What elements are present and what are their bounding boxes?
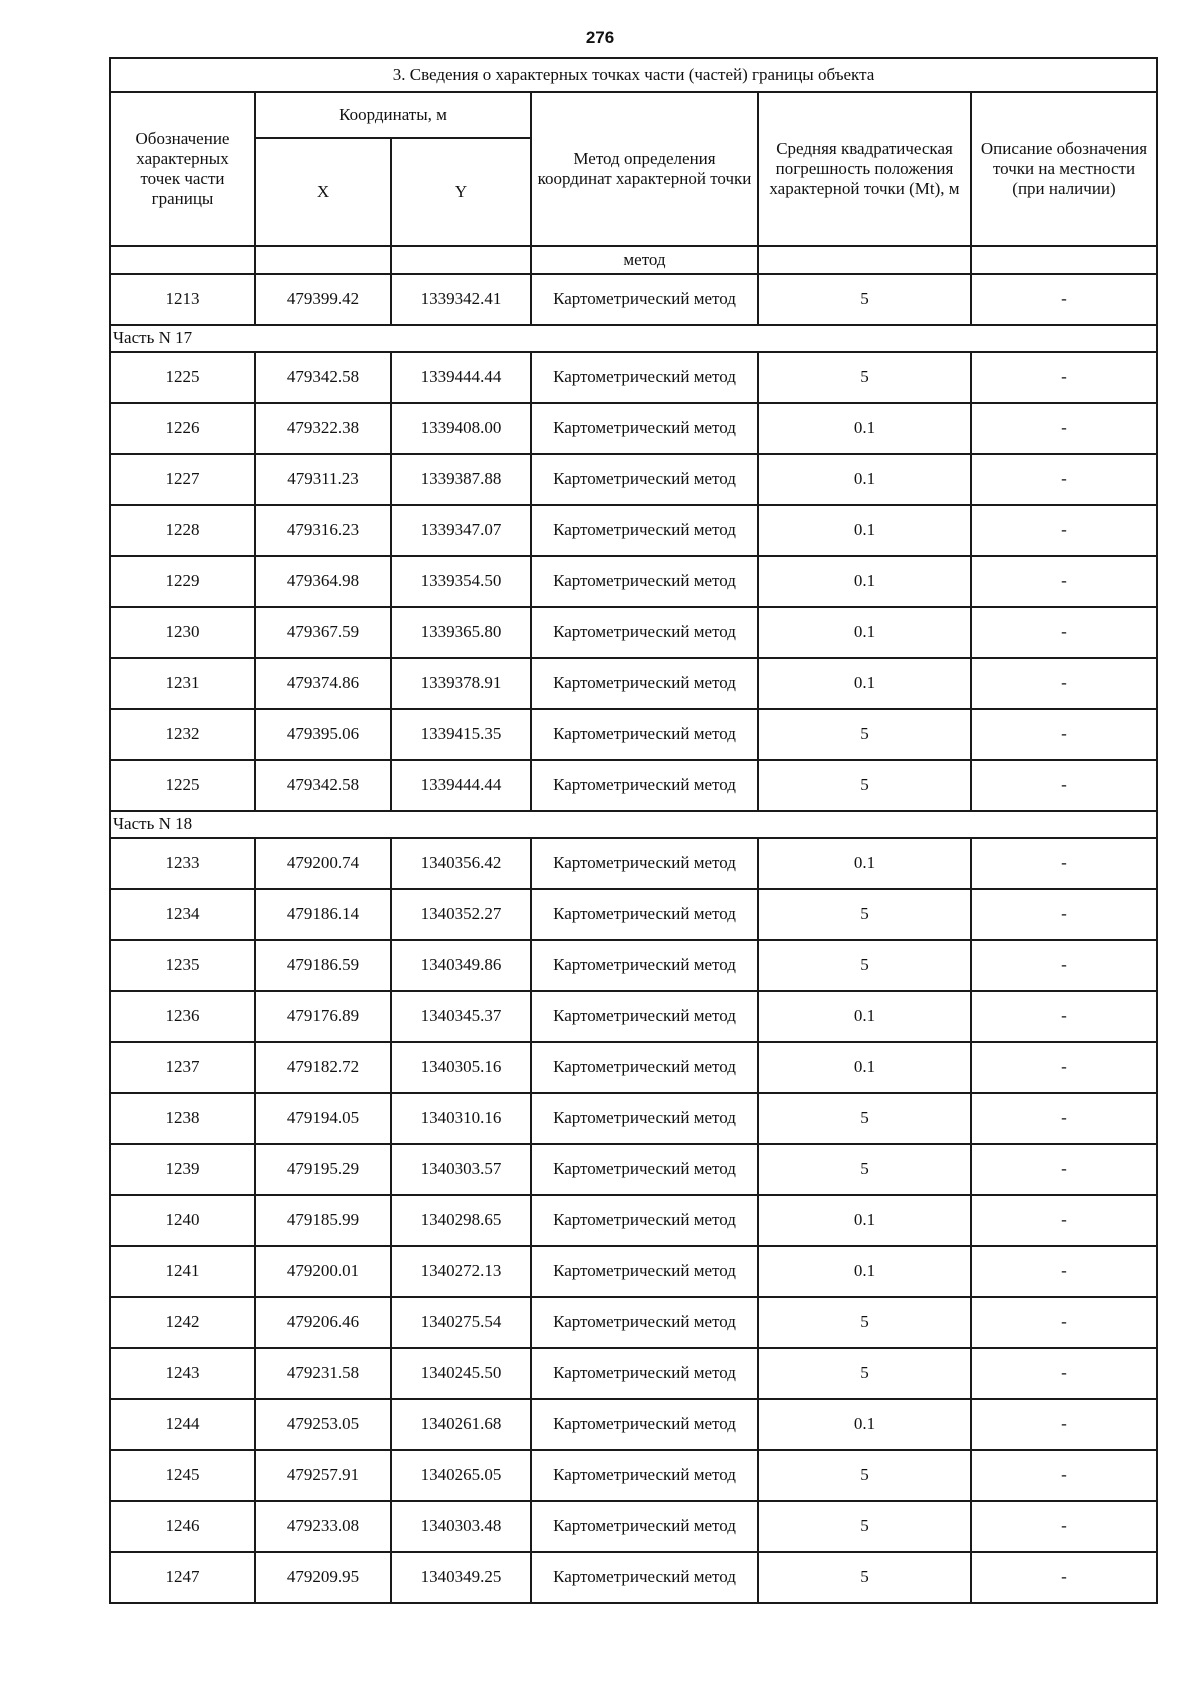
y-cell: 1340275.54 [391, 1297, 531, 1348]
description-cell: - [971, 838, 1157, 889]
table-cell [758, 246, 971, 274]
accuracy-cell: 5 [758, 1348, 971, 1399]
method-cell: Картометрический метод [531, 1297, 758, 1348]
point-cell: 1229 [110, 556, 255, 607]
point-cell: 1245 [110, 1450, 255, 1501]
table-row [110, 709, 1157, 760]
header-method: Метод определения координат характерной точки [531, 92, 758, 246]
point-cell: 1236 [110, 991, 255, 1042]
accuracy-cell: 0.1 [758, 403, 971, 454]
accuracy-cell: 5 [758, 1450, 971, 1501]
table-row [110, 1144, 1157, 1195]
method-cell: Картометрический метод [531, 556, 758, 607]
y-cell: 1339444.44 [391, 352, 531, 403]
point-cell: 1247 [110, 1552, 255, 1603]
point-cell: 1213 [110, 274, 255, 325]
accuracy-cell: 5 [758, 1144, 971, 1195]
table-cell [391, 246, 531, 274]
table-row [110, 556, 1157, 607]
header-accuracy: Средняя квадратическая погрешность положения характерной точки (Mt), м [758, 92, 971, 246]
y-cell: 1340265.05 [391, 1450, 531, 1501]
accuracy-cell: 0.1 [758, 1399, 971, 1450]
description-cell: - [971, 1450, 1157, 1501]
header-description: Описание обозначения точки на местности (при наличии) [971, 92, 1157, 246]
method-cell: Картометрический метод [531, 1246, 758, 1297]
table-cell [110, 246, 255, 274]
y-cell: 1340349.86 [391, 940, 531, 991]
x-cell: 479257.91 [255, 1450, 391, 1501]
point-cell: 1246 [110, 1501, 255, 1552]
method-cell: Картометрический метод [531, 607, 758, 658]
description-cell: - [971, 940, 1157, 991]
header-y: Y [391, 138, 531, 246]
method-cell: Картометрический метод [531, 403, 758, 454]
table-row [110, 607, 1157, 658]
description-cell: - [971, 1042, 1157, 1093]
accuracy-cell: 5 [758, 1297, 971, 1348]
description-cell: - [971, 658, 1157, 709]
method-cell: Картометрический метод [531, 1144, 758, 1195]
method-cell: Картометрический метод [531, 454, 758, 505]
table-row [110, 352, 1157, 403]
table-caption: 3. Сведения о характерных точках части (частей) границы объекта [110, 58, 1157, 92]
method-cell: Картометрический метод [531, 1042, 758, 1093]
part-title-row [110, 325, 1157, 352]
accuracy-cell: 5 [758, 760, 971, 811]
description-cell: - [971, 505, 1157, 556]
table-row [110, 1450, 1157, 1501]
description-cell: - [971, 607, 1157, 658]
point-cell: 1225 [110, 760, 255, 811]
description-cell: - [971, 1195, 1157, 1246]
point-cell: 1241 [110, 1246, 255, 1297]
y-cell: 1340356.42 [391, 838, 531, 889]
x-cell: 479231.58 [255, 1348, 391, 1399]
x-cell: 479200.01 [255, 1246, 391, 1297]
x-cell: 479322.38 [255, 403, 391, 454]
table-row [110, 454, 1157, 505]
method-cell: Картометрический метод [531, 1552, 758, 1603]
x-cell: 479186.14 [255, 889, 391, 940]
description-cell: - [971, 709, 1157, 760]
description-cell: - [971, 556, 1157, 607]
method-cell: Картометрический метод [531, 274, 758, 325]
x-cell: 479206.46 [255, 1297, 391, 1348]
point-cell: 1237 [110, 1042, 255, 1093]
point-cell: 1243 [110, 1348, 255, 1399]
method-cell: Картометрический метод [531, 1450, 758, 1501]
accuracy-cell: 5 [758, 1093, 971, 1144]
accuracy-cell: 5 [758, 889, 971, 940]
method-cell: Картометрический метод [531, 838, 758, 889]
y-cell: 1339342.41 [391, 274, 531, 325]
method-cell: Картометрический метод [531, 1399, 758, 1450]
method-cell: Картометрический метод [531, 940, 758, 991]
accuracy-cell: 5 [758, 274, 971, 325]
table-row [110, 991, 1157, 1042]
accuracy-cell: 0.1 [758, 658, 971, 709]
x-cell: 479233.08 [255, 1501, 391, 1552]
y-cell: 1339387.88 [391, 454, 531, 505]
point-cell: 1234 [110, 889, 255, 940]
table-row [110, 1246, 1157, 1297]
point-cell: 1244 [110, 1399, 255, 1450]
y-cell: 1340349.25 [391, 1552, 531, 1603]
boundary-points-table [109, 57, 1158, 1604]
point-cell: 1230 [110, 607, 255, 658]
table-cell [971, 246, 1157, 274]
x-cell: 479185.99 [255, 1195, 391, 1246]
description-cell: - [971, 991, 1157, 1042]
description-cell: - [971, 1348, 1157, 1399]
y-cell: 1339444.44 [391, 760, 531, 811]
description-cell: - [971, 1552, 1157, 1603]
description-cell: - [971, 403, 1157, 454]
point-cell: 1233 [110, 838, 255, 889]
x-cell: 479374.86 [255, 658, 391, 709]
method-cell: Картометрический метод [531, 1195, 758, 1246]
point-cell: 1235 [110, 940, 255, 991]
y-cell: 1340303.57 [391, 1144, 531, 1195]
table-row [110, 1042, 1157, 1093]
header-coordinates: Координаты, м [255, 92, 531, 138]
accuracy-cell: 0.1 [758, 556, 971, 607]
description-cell: - [971, 352, 1157, 403]
description-cell: - [971, 1246, 1157, 1297]
point-cell: 1238 [110, 1093, 255, 1144]
table-body [110, 246, 1157, 1603]
table-row [110, 1195, 1157, 1246]
x-cell: 479176.89 [255, 991, 391, 1042]
accuracy-cell: 0.1 [758, 991, 971, 1042]
accuracy-cell: 5 [758, 940, 971, 991]
point-cell: 1225 [110, 352, 255, 403]
table-row [110, 838, 1157, 889]
method-cell: Картометрический метод [531, 505, 758, 556]
y-cell: 1339378.91 [391, 658, 531, 709]
y-cell: 1339354.50 [391, 556, 531, 607]
table-cell: метод [531, 246, 758, 274]
accuracy-cell: 0.1 [758, 1195, 971, 1246]
method-cell: Картометрический метод [531, 709, 758, 760]
accuracy-cell: 5 [758, 1501, 971, 1552]
table-row [110, 505, 1157, 556]
x-cell: 479311.23 [255, 454, 391, 505]
table-row [110, 760, 1157, 811]
table-row [110, 1501, 1157, 1552]
y-cell: 1340298.65 [391, 1195, 531, 1246]
accuracy-cell: 0.1 [758, 1042, 971, 1093]
part-title: Часть N 18 [110, 811, 1157, 838]
table-row [110, 1297, 1157, 1348]
description-cell: - [971, 1399, 1157, 1450]
y-cell: 1340345.37 [391, 991, 531, 1042]
y-cell: 1339365.80 [391, 607, 531, 658]
table-row [110, 940, 1157, 991]
accuracy-cell: 0.1 [758, 454, 971, 505]
y-cell: 1340352.27 [391, 889, 531, 940]
y-cell: 1339415.35 [391, 709, 531, 760]
point-cell: 1240 [110, 1195, 255, 1246]
table-row [110, 403, 1157, 454]
y-cell: 1340310.16 [391, 1093, 531, 1144]
accuracy-cell: 5 [758, 352, 971, 403]
table-row [110, 1093, 1157, 1144]
header-point: Обозначение характерных точек части границы [110, 92, 255, 246]
x-cell: 479253.05 [255, 1399, 391, 1450]
description-cell: - [971, 1093, 1157, 1144]
x-cell: 479186.59 [255, 940, 391, 991]
table-row [110, 274, 1157, 325]
x-cell: 479182.72 [255, 1042, 391, 1093]
x-cell: 479342.58 [255, 352, 391, 403]
description-cell: - [971, 1144, 1157, 1195]
accuracy-cell: 0.1 [758, 607, 971, 658]
y-cell: 1340261.68 [391, 1399, 531, 1450]
x-cell: 479195.29 [255, 1144, 391, 1195]
accuracy-cell: 5 [758, 709, 971, 760]
part-title: Часть N 17 [110, 325, 1157, 352]
description-cell: - [971, 274, 1157, 325]
method-cell: Картометрический метод [531, 889, 758, 940]
point-cell: 1227 [110, 454, 255, 505]
y-cell: 1340272.13 [391, 1246, 531, 1297]
page-number: 276 [585, 28, 615, 47]
x-cell: 479200.74 [255, 838, 391, 889]
method-cell: Картометрический метод [531, 1348, 758, 1399]
header-x: X [255, 138, 391, 246]
x-cell: 479367.59 [255, 607, 391, 658]
x-cell: 479395.06 [255, 709, 391, 760]
description-cell: - [971, 889, 1157, 940]
table-row [110, 1348, 1157, 1399]
table-row [110, 1399, 1157, 1450]
method-cell: Картометрический метод [531, 991, 758, 1042]
y-cell: 1339408.00 [391, 403, 531, 454]
description-cell: - [971, 1297, 1157, 1348]
x-cell: 479364.98 [255, 556, 391, 607]
continuation-row [110, 246, 1157, 274]
point-cell: 1226 [110, 403, 255, 454]
accuracy-cell: 0.1 [758, 838, 971, 889]
y-cell: 1339347.07 [391, 505, 531, 556]
description-cell: - [971, 454, 1157, 505]
part-title-row [110, 811, 1157, 838]
table-row [110, 889, 1157, 940]
description-cell: - [971, 1501, 1157, 1552]
y-cell: 1340303.48 [391, 1501, 531, 1552]
accuracy-cell: 0.1 [758, 505, 971, 556]
y-cell: 1340245.50 [391, 1348, 531, 1399]
x-cell: 479209.95 [255, 1552, 391, 1603]
x-cell: 479342.58 [255, 760, 391, 811]
point-cell: 1228 [110, 505, 255, 556]
point-cell: 1232 [110, 709, 255, 760]
table-row [110, 658, 1157, 709]
method-cell: Картометрический метод [531, 658, 758, 709]
description-cell: - [971, 760, 1157, 811]
point-cell: 1239 [110, 1144, 255, 1195]
accuracy-cell: 5 [758, 1552, 971, 1603]
x-cell: 479399.42 [255, 274, 391, 325]
point-cell: 1242 [110, 1297, 255, 1348]
method-cell: Картометрический метод [531, 352, 758, 403]
method-cell: Картометрический метод [531, 760, 758, 811]
method-cell: Картометрический метод [531, 1501, 758, 1552]
y-cell: 1340305.16 [391, 1042, 531, 1093]
method-cell: Картометрический метод [531, 1093, 758, 1144]
x-cell: 479316.23 [255, 505, 391, 556]
point-cell: 1231 [110, 658, 255, 709]
table-row [110, 1552, 1157, 1603]
accuracy-cell: 0.1 [758, 1246, 971, 1297]
table-cell [255, 246, 391, 274]
x-cell: 479194.05 [255, 1093, 391, 1144]
